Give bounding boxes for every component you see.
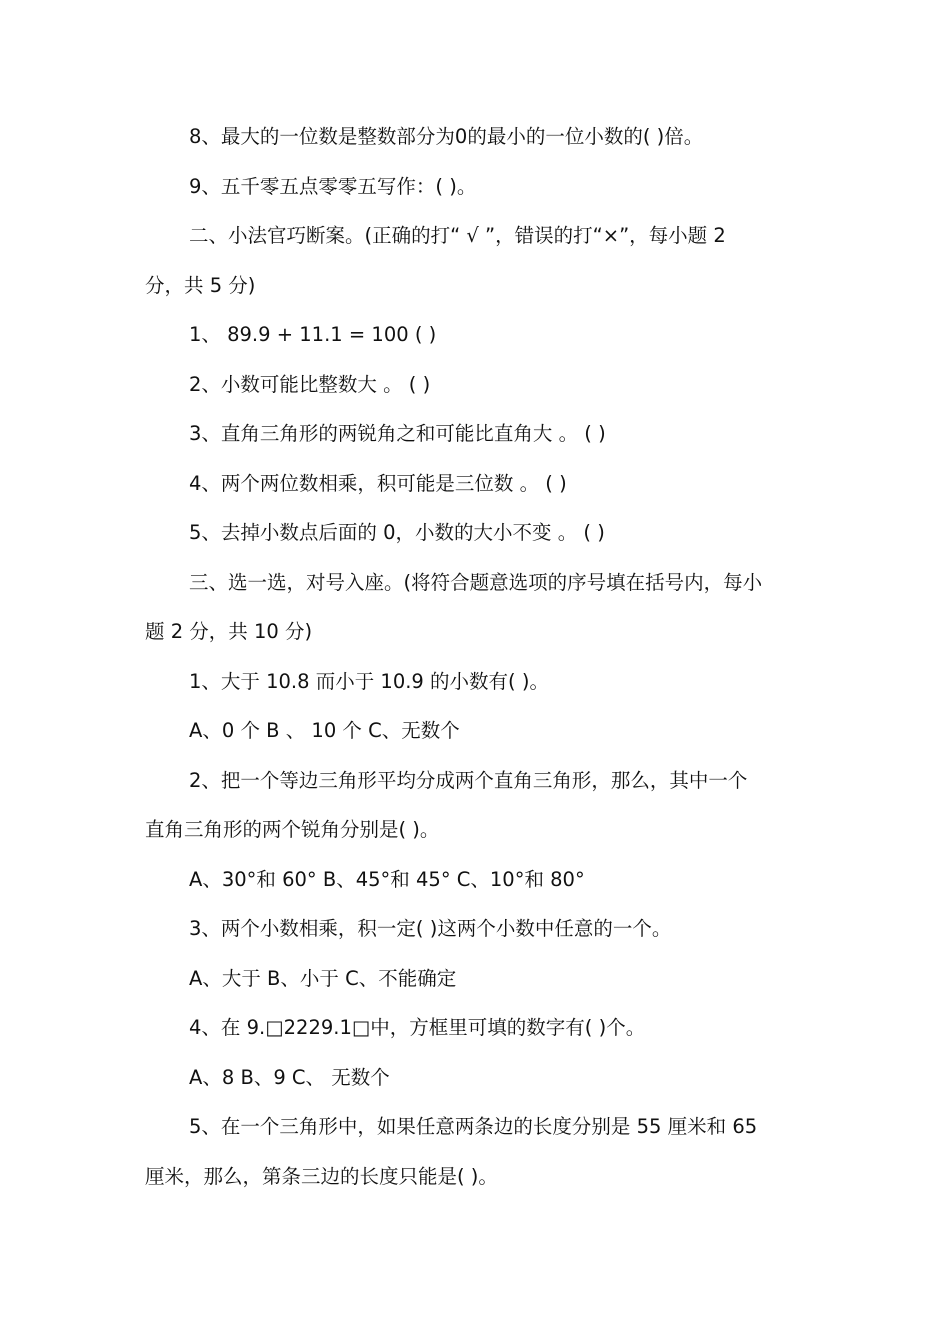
document-content	[145, 112, 809, 1201]
judge-item-4: 4、两个两位数相乘，积可能是三位数 。 ( )	[189, 471, 567, 495]
judge-item-2: 2、小数可能比整数大 。 ( )	[189, 372, 431, 396]
judge-item-5: 5、去掉小数点后面的 0，小数的大小不变 。 ( )	[189, 521, 605, 544]
question-8-line: 8、最大的一位数是整数部分为0的最小的一位小数的( )倍。	[189, 125, 704, 148]
choice-options-4: A、8 B、9 C、 无数个	[189, 1065, 390, 1089]
choice-question-1: 1、大于 10.8 而小于 10.9 的小数有( )。	[189, 669, 549, 693]
choice-question-3: 3、两个小数相乘，积一定( )这两个小数中任意的一个。	[189, 917, 672, 940]
section-2-heading-continued: 分，共 5 分)	[145, 273, 256, 297]
choice-question-5: 5、在一个三角形中，如果任意两条边的长度分别是 55 厘米和 65	[189, 1115, 758, 1138]
judge-item-3: 3、直角三角形的两锐角之和可能比直角大 。 ( )	[189, 422, 606, 445]
section-2-heading: 二、小法官巧断案。(正确的打“ √ ”，错误的打“×”，每小题 2	[189, 224, 726, 247]
question-9-line: 9、五千零五点零零五写作：( )。	[189, 174, 477, 198]
choice-question-2-continued: 直角三角形的两个锐角分别是( )。	[145, 818, 440, 841]
choice-options-1: A、0 个 B 、 10 个 C、无数个	[189, 719, 460, 742]
choice-question-2: 2、把一个等边三角形平均分成两个直角三角形，那么，其中一个	[189, 768, 748, 792]
section-3-heading-continued: 题 2 分，共 10 分)	[145, 620, 313, 643]
choice-question-5-continued: 厘米，那么，第条三边的长度只能是( )。	[145, 1164, 498, 1188]
judge-item-1: 1、 89.9 + 11.1 = 100 ( )	[189, 323, 437, 346]
choice-options-2: A、30°和 60° B、45°和 45° C、10°和 80°	[189, 867, 585, 891]
choice-question-4: 4、在 9.□2229.1□中，方框里可填的数字有( )个。	[189, 1016, 646, 1039]
choice-options-3: A、大于 B、小于 C、不能确定	[189, 966, 457, 990]
section-3-heading: 三、选一选，对号入座。(将符合题意选项的序号填在括号内，每小	[189, 570, 763, 594]
